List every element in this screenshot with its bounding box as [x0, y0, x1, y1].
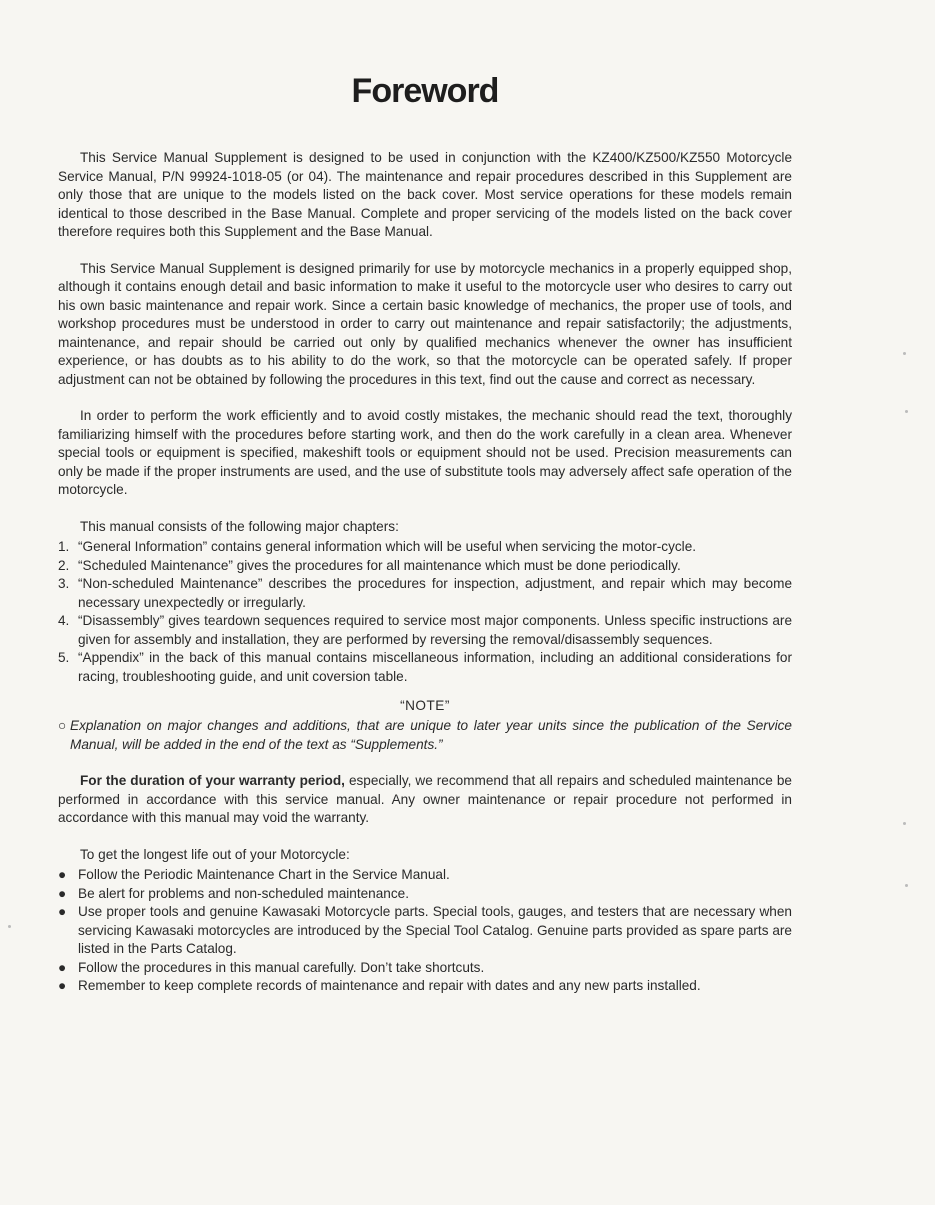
scan-speck — [905, 410, 908, 413]
tip-text: Use proper tools and genuine Kawasaki Motorcycle parts. Special tools, gauges, and testers that are necessary when servicing Kawasaki motorcycles are introduced by the Special Tool Catalog. Genuine parts provided as spare parts are listed in the Parts Catalog. — [78, 904, 792, 956]
chapter-item — [58, 575, 792, 612]
chapter-number: 4. — [58, 613, 70, 628]
chapter-text: “Non-scheduled Maintenance” describes the procedures for inspection, adjustment, and repair which may become necessary unexpectedly or irregularly. — [78, 576, 792, 610]
warranty-emphasis: For the duration of your warranty period, — [80, 773, 345, 788]
tip-item — [58, 885, 792, 904]
bullet-icon: ● — [58, 904, 67, 919]
scan-speck — [903, 822, 906, 825]
tips-intro: To get the longest life out of your Motorcycle: — [80, 846, 350, 862]
tip-text: Follow the Periodic Maintenance Chart in the Service Manual. — [78, 867, 450, 882]
chapter-text: “Appendix” in the back of this manual contains miscellaneous information, including an additional considerations for racing, troubleshooting guide, and unit coversion table. — [78, 650, 792, 684]
bullet-icon: ● — [58, 959, 67, 975]
intro-paragraph: This Service Manual Supplement is designed to be used in conjunction with the KZ400/KZ500/KZ550 Motorcycle Service Manual, P/N 99924-1018-05 (or 04). The maintenance and repair procedures described in this Supplement are only those that are unique to the models listed on the back cover. Most service operations for these models remain identical to those described in the Base Manual. Complete and proper servicing of the models listed on the back cover therefore requires both this Supplement and the Base Manual. — [58, 150, 792, 239]
chapter-item — [58, 557, 792, 576]
scan-speck — [903, 352, 906, 355]
bullet-icon: ● — [58, 885, 67, 901]
chapter-text: “Disassembly” gives teardown sequences required to service most major components. Unless specific instructions are given for assembly and installation, they are performed by reversing the removal/disassembly sequences. — [78, 613, 792, 647]
circle-marker-icon: ○ — [58, 718, 67, 733]
tips-list — [58, 866, 792, 996]
chapter-item — [58, 649, 792, 686]
warranty-body: especially, we recommend that all repairs and scheduled maintenance be performed in accordance with this service manual. Any owner maintenance or repair procedure not performed in accordance with this manual may void the warranty. — [58, 773, 792, 825]
efficiency-paragraph: In order to perform the work efficiently and to avoid costly mistakes, the mechanic should read the text, thoroughly familiarizing himself with the procedures before starting work, and then do the work carefully in a clean area. Whenever special tools or equipment is specified, makeshift tools or equipment should not be used. Precision measurements can only be made if the proper instruments are used, and the use of substitute tools may adversely affect safe operation of the motorcycle. — [58, 408, 792, 497]
note-body: Explanation on major changes and additions, that are unique to later year units since the publication of the Service Manual, will be added in the end of the text as “Supplements.” — [70, 718, 792, 752]
chapter-number: 2. — [58, 557, 70, 573]
warranty-paragraph — [58, 772, 792, 828]
audience-paragraph: This Service Manual Supplement is designed primarily for use by motorcycle mechanics in a properly equipped shop, although it contains enough detail and basic information to make it useful to the motorcycle user who desires to carry out his own basic maintenance and repair work. Since a certain basic knowledge of mechanics, the proper use of tools, and workshop procedures must be understood in order to carry out maintenance and repair satisfactorily; the adjustments, maintenance, and repair should be carried out only by qualified mechanics whenever the owner has insufficient experience, or has doubts as to his ability to do the work, so that the motorcycle can be operated safely. If proper adjustment can not be obtained by following the procedures in this text, find out the cause and correct as necessary. — [58, 260, 792, 387]
tip-item — [58, 959, 792, 978]
tip-item — [58, 903, 792, 959]
tip-item — [58, 977, 792, 996]
chapters-intro: This manual consists of the following major chapters: — [80, 518, 399, 534]
chapter-item — [58, 538, 792, 557]
tip-text: Be alert for problems and non-scheduled maintenance. — [78, 885, 409, 901]
page-title: Foreword — [351, 72, 499, 110]
note-text — [58, 717, 792, 754]
chapters-list — [58, 538, 792, 686]
chapter-text: “Scheduled Maintenance” gives the procedures for all maintenance which must be done periodically. — [78, 557, 681, 573]
chapter-text: “General Information” contains general information which will be useful when servicing the motor-cycle. — [78, 539, 697, 554]
chapter-item — [58, 612, 792, 649]
chapter-number: 1. — [58, 539, 70, 554]
chapter-number: 3. — [58, 576, 70, 591]
scan-speck — [8, 925, 11, 928]
scan-speck — [905, 884, 908, 887]
tip-text: Follow the procedures in this manual carefully. Don’t take shortcuts. — [78, 959, 485, 975]
bullet-icon: ● — [58, 867, 67, 882]
foreword-page — [58, 72, 792, 996]
note-heading: “NOTE” — [400, 698, 450, 713]
bullet-icon: ● — [58, 978, 67, 993]
chapter-number: 5. — [58, 650, 70, 665]
tip-text: Remember to keep complete records of maintenance and repair with dates and any new parts installed. — [78, 978, 701, 993]
tip-item — [58, 866, 792, 885]
